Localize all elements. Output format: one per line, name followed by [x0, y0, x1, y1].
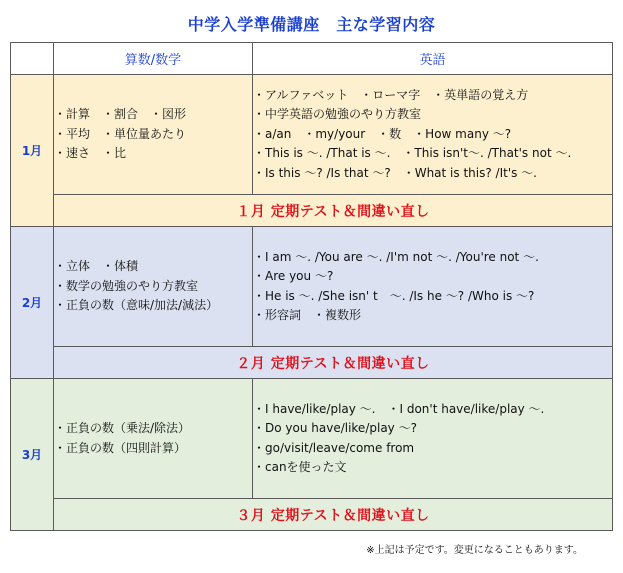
- summary-row-1: [11, 195, 613, 227]
- english-cell-3: [253, 379, 613, 499]
- curriculum-table: [10, 42, 613, 531]
- english-item: ・I have/like/play ～. ・I don't have/like/play ～.: [253, 401, 545, 416]
- math-cell-1: [54, 75, 253, 195]
- math-cell-2: [54, 227, 253, 347]
- footnote: ※上記は予定です。変更になることもあります。: [366, 545, 583, 556]
- header-row: [11, 43, 613, 75]
- english-cell-1: [253, 75, 613, 195]
- math-item: ・速さ ・比: [54, 146, 127, 161]
- english-item: ・アルファベット ・ローマ字 ・英単語の覚え方: [253, 87, 529, 102]
- english-cell-2: [253, 227, 613, 347]
- english-item: ・形容詞 ・複数形: [253, 308, 362, 322]
- math-item: ・平均 ・単位量あたり: [54, 126, 187, 141]
- page-title: 中学入学準備講座 主な学習内容: [187, 15, 436, 34]
- month-label-3: 3月: [11, 379, 54, 531]
- english-item: ・I am ～. /You are ～. /I'm not ～. /You're not ～.: [253, 249, 539, 264]
- english-item: ・This is ～. /That is ～. ・This isn't～. /That's not ～.: [253, 146, 572, 161]
- header-math: 算数/数学: [54, 43, 253, 75]
- header-month-cell: [11, 43, 54, 75]
- math-cell-3: [54, 379, 253, 499]
- english-item: ・Are you ～?: [253, 269, 334, 283]
- math-item: ・計算 ・割合 ・図形: [54, 107, 187, 122]
- math-item: ・正負の数（意味/加法/減法）: [54, 298, 219, 313]
- month-label-2: 2月: [11, 227, 54, 379]
- english-item: ・Do you have/like/play ～?: [253, 421, 417, 435]
- math-item: ・立体 ・体積: [54, 259, 139, 274]
- english-item: ・He is ～. /She isn' t ～. /Is he ～? /Who is ～?: [253, 288, 535, 303]
- header-english: 英語: [253, 43, 613, 75]
- summary-row-3: [11, 499, 613, 531]
- summary-1: １月 定期テスト＆間違い直し: [54, 195, 613, 227]
- month-row-1: [11, 75, 613, 195]
- english-item: ・a/an ・my/your ・数 ・How many ～?: [253, 126, 512, 141]
- math-item: ・正負の数（四則計算）: [54, 440, 187, 455]
- math-item: ・正負の数（乗法/除法）: [54, 421, 191, 435]
- month-row-3: [11, 379, 613, 499]
- summary-2: ２月 定期テスト＆間違い直し: [54, 347, 613, 379]
- month-label-1: 1月: [11, 75, 54, 227]
- math-item: ・数学の勉強のやり方教室: [54, 278, 199, 293]
- summary-row-2: [11, 347, 613, 379]
- english-item: ・Is this ～? /Is that ～? ・What is this? /It's ～.: [253, 165, 537, 180]
- month-row-2: [11, 227, 613, 347]
- english-item: ・go/visit/leave/come from: [253, 440, 415, 455]
- english-item: ・canを使った文: [253, 460, 347, 474]
- summary-3: ３月 定期テスト＆間違い直し: [54, 499, 613, 531]
- english-item: ・中学英語の勉強のやり方教室: [253, 107, 422, 122]
